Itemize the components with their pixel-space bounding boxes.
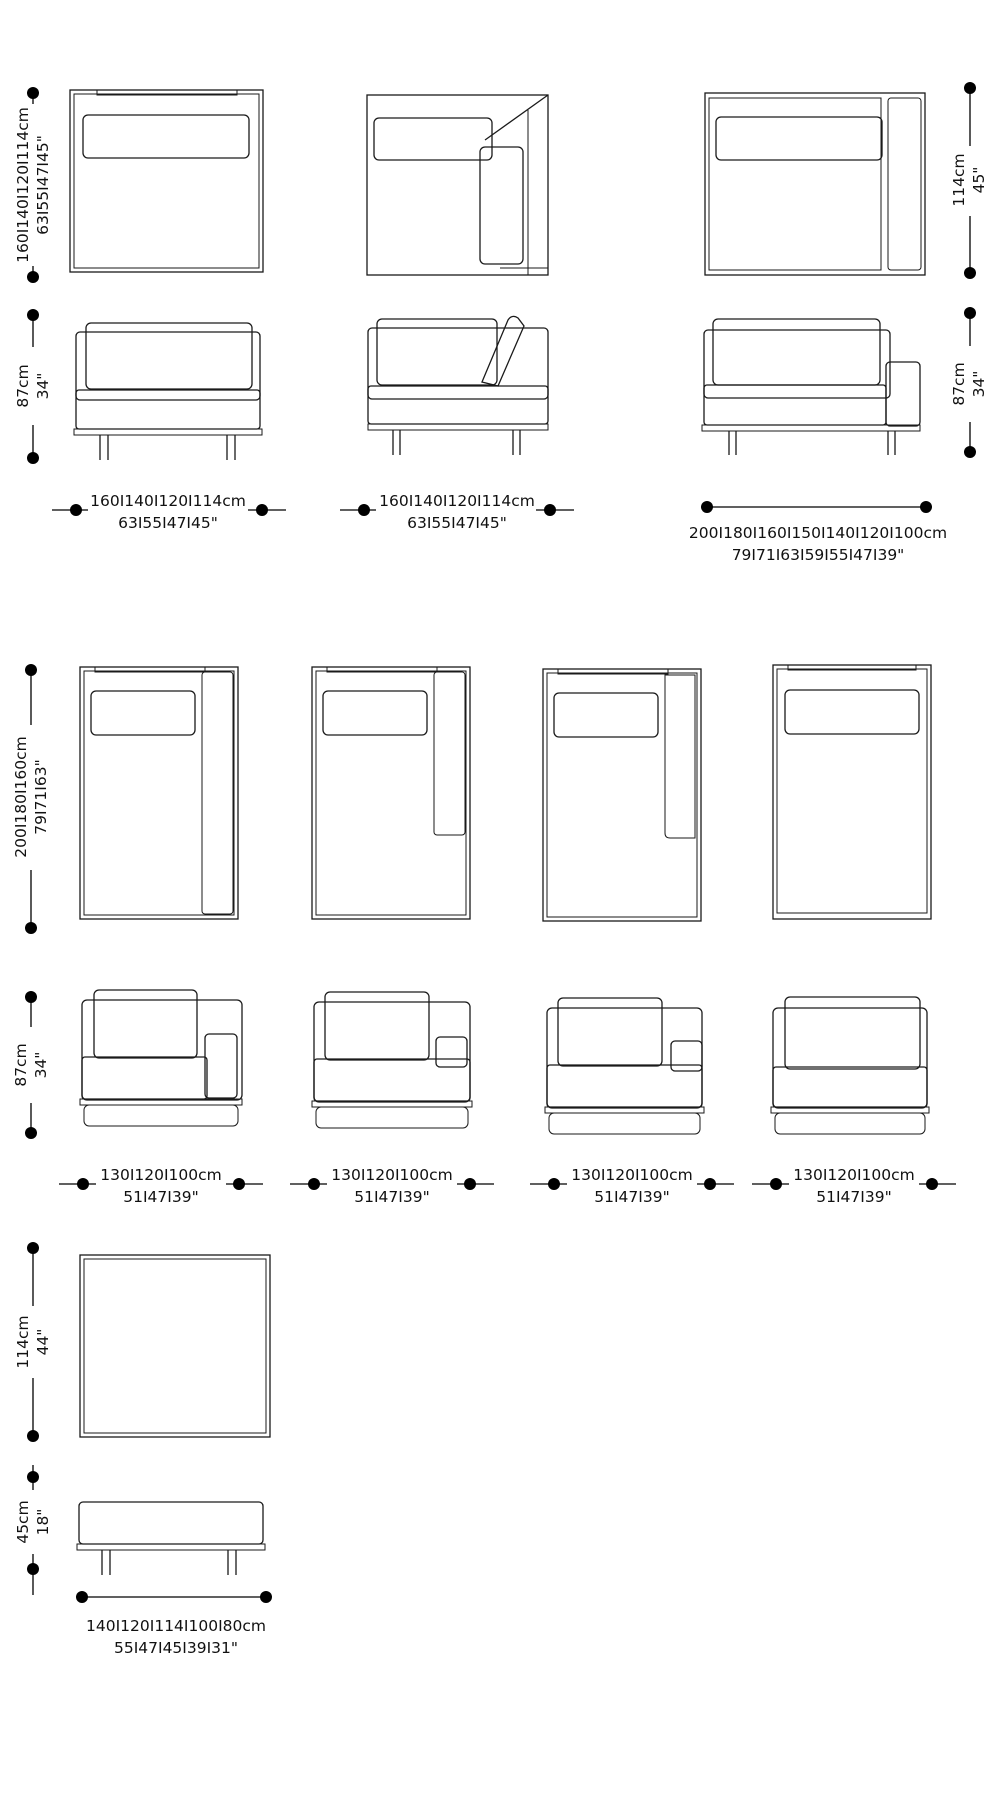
dimension-module-b-width: [340, 490, 574, 532]
dimension-chaise-3-width: [530, 1164, 734, 1206]
chaise-3-top-view: [543, 669, 701, 921]
ottoman-top-view: [80, 1255, 270, 1437]
chaise-4-side-view: [771, 997, 929, 1134]
module-b-side-view: [368, 316, 548, 455]
label-module-b-width-cm: 160I140I120I114cm: [379, 492, 535, 510]
label-chaise-2-width-cm: 130I120I100cm: [331, 1166, 453, 1184]
label-chaise-height-cm: 87cm: [12, 1043, 30, 1087]
chaise-1-top-view: [80, 667, 238, 919]
label-chaise-4-width-cm: 130I120I100cm: [793, 1166, 915, 1184]
label-ottoman-height-in: 18": [34, 1508, 52, 1536]
label-ottoman-height-cm: 45cm: [14, 1500, 32, 1544]
label-chaise-height-in: 34": [32, 1051, 50, 1079]
module-a-top-view: [70, 90, 263, 272]
dimension-ottoman-depth: [8, 1242, 62, 1442]
label-ottoman-width-cm: 140I120I114I100I80cm: [86, 1617, 266, 1635]
label-ottoman-depth-cm: 114cm: [14, 1315, 32, 1369]
label-module-a-depth-in: 63I55I47I45": [34, 135, 52, 235]
label-chaise-depth-cm: 200I180I160cm: [12, 736, 30, 858]
dimension-chaise-1-width: [59, 1164, 263, 1206]
label-module-c-depth-in: 45": [970, 166, 988, 194]
ottoman-side-view: [77, 1502, 265, 1575]
chaise-2-top-view: [312, 667, 470, 919]
module-b-top-view: [367, 95, 548, 275]
label-chaise-4-width-in: 51I47I39": [816, 1188, 892, 1206]
label-module-a-height-cm: 87cm: [14, 364, 32, 408]
label-module-c-height-in: 34": [970, 370, 988, 398]
label-module-c-width-cm: 200I180I160I150I140I120I100cm: [688, 524, 948, 542]
dimension-module-a-depth: [8, 87, 62, 283]
dimension-module-c-width: [689, 501, 947, 564]
label-module-a-width-cm: 160I140I120I114cm: [90, 492, 246, 510]
label-chaise-1-width-cm: 130I120I100cm: [100, 1166, 222, 1184]
label-chaise-3-width-in: 51I47I39": [594, 1188, 670, 1206]
dimension-chaise-depth: [6, 664, 60, 934]
label-module-a-height-in: 34": [34, 372, 52, 400]
label-ottoman-width-in: 55I47I45I39I31": [113, 1639, 239, 1657]
label-module-a-width-in: 63I55I47I45": [118, 514, 218, 532]
label-chaise-depth-in: 79I71I63": [32, 759, 50, 835]
label-module-c-height-cm: 87cm: [950, 362, 968, 406]
dimension-module-a-height: [8, 309, 62, 464]
module-c-side-view: [702, 319, 920, 455]
dimension-chaise-height: [6, 991, 60, 1139]
label-chaise-3-width-cm: 130I120I100cm: [571, 1166, 693, 1184]
chaise-3-side-view: [545, 998, 704, 1134]
dimension-module-c-height: [945, 307, 995, 458]
module-a-side-view: [74, 323, 262, 460]
chaise-4-top-view: [773, 665, 931, 919]
label-module-b-width-in: 63I55I47I45": [407, 514, 507, 532]
dimension-ottoman-width: [76, 1591, 272, 1657]
dimension-chaise-2-width: [290, 1164, 494, 1206]
label-module-a-depth-cm: 160I140I120I114cm: [14, 107, 32, 263]
dimension-module-a-width: [52, 490, 286, 532]
chaise-2-side-view: [312, 992, 472, 1128]
label-module-c-depth-cm: 114cm: [950, 153, 968, 207]
module-c-top-view: [705, 93, 925, 275]
dimension-chaise-4-width: [752, 1164, 956, 1206]
label-chaise-1-width-in: 51I47I39": [123, 1188, 199, 1206]
dimension-ottoman-height: [8, 1465, 62, 1595]
dimension-module-c-depth: [945, 82, 995, 279]
chaise-1-side-view: [80, 990, 242, 1126]
label-ottoman-depth-in: 44": [34, 1328, 52, 1356]
label-module-c-width-in: 79I71I63I59I55I47I39": [731, 546, 905, 564]
label-chaise-2-width-in: 51I47I39": [354, 1188, 430, 1206]
